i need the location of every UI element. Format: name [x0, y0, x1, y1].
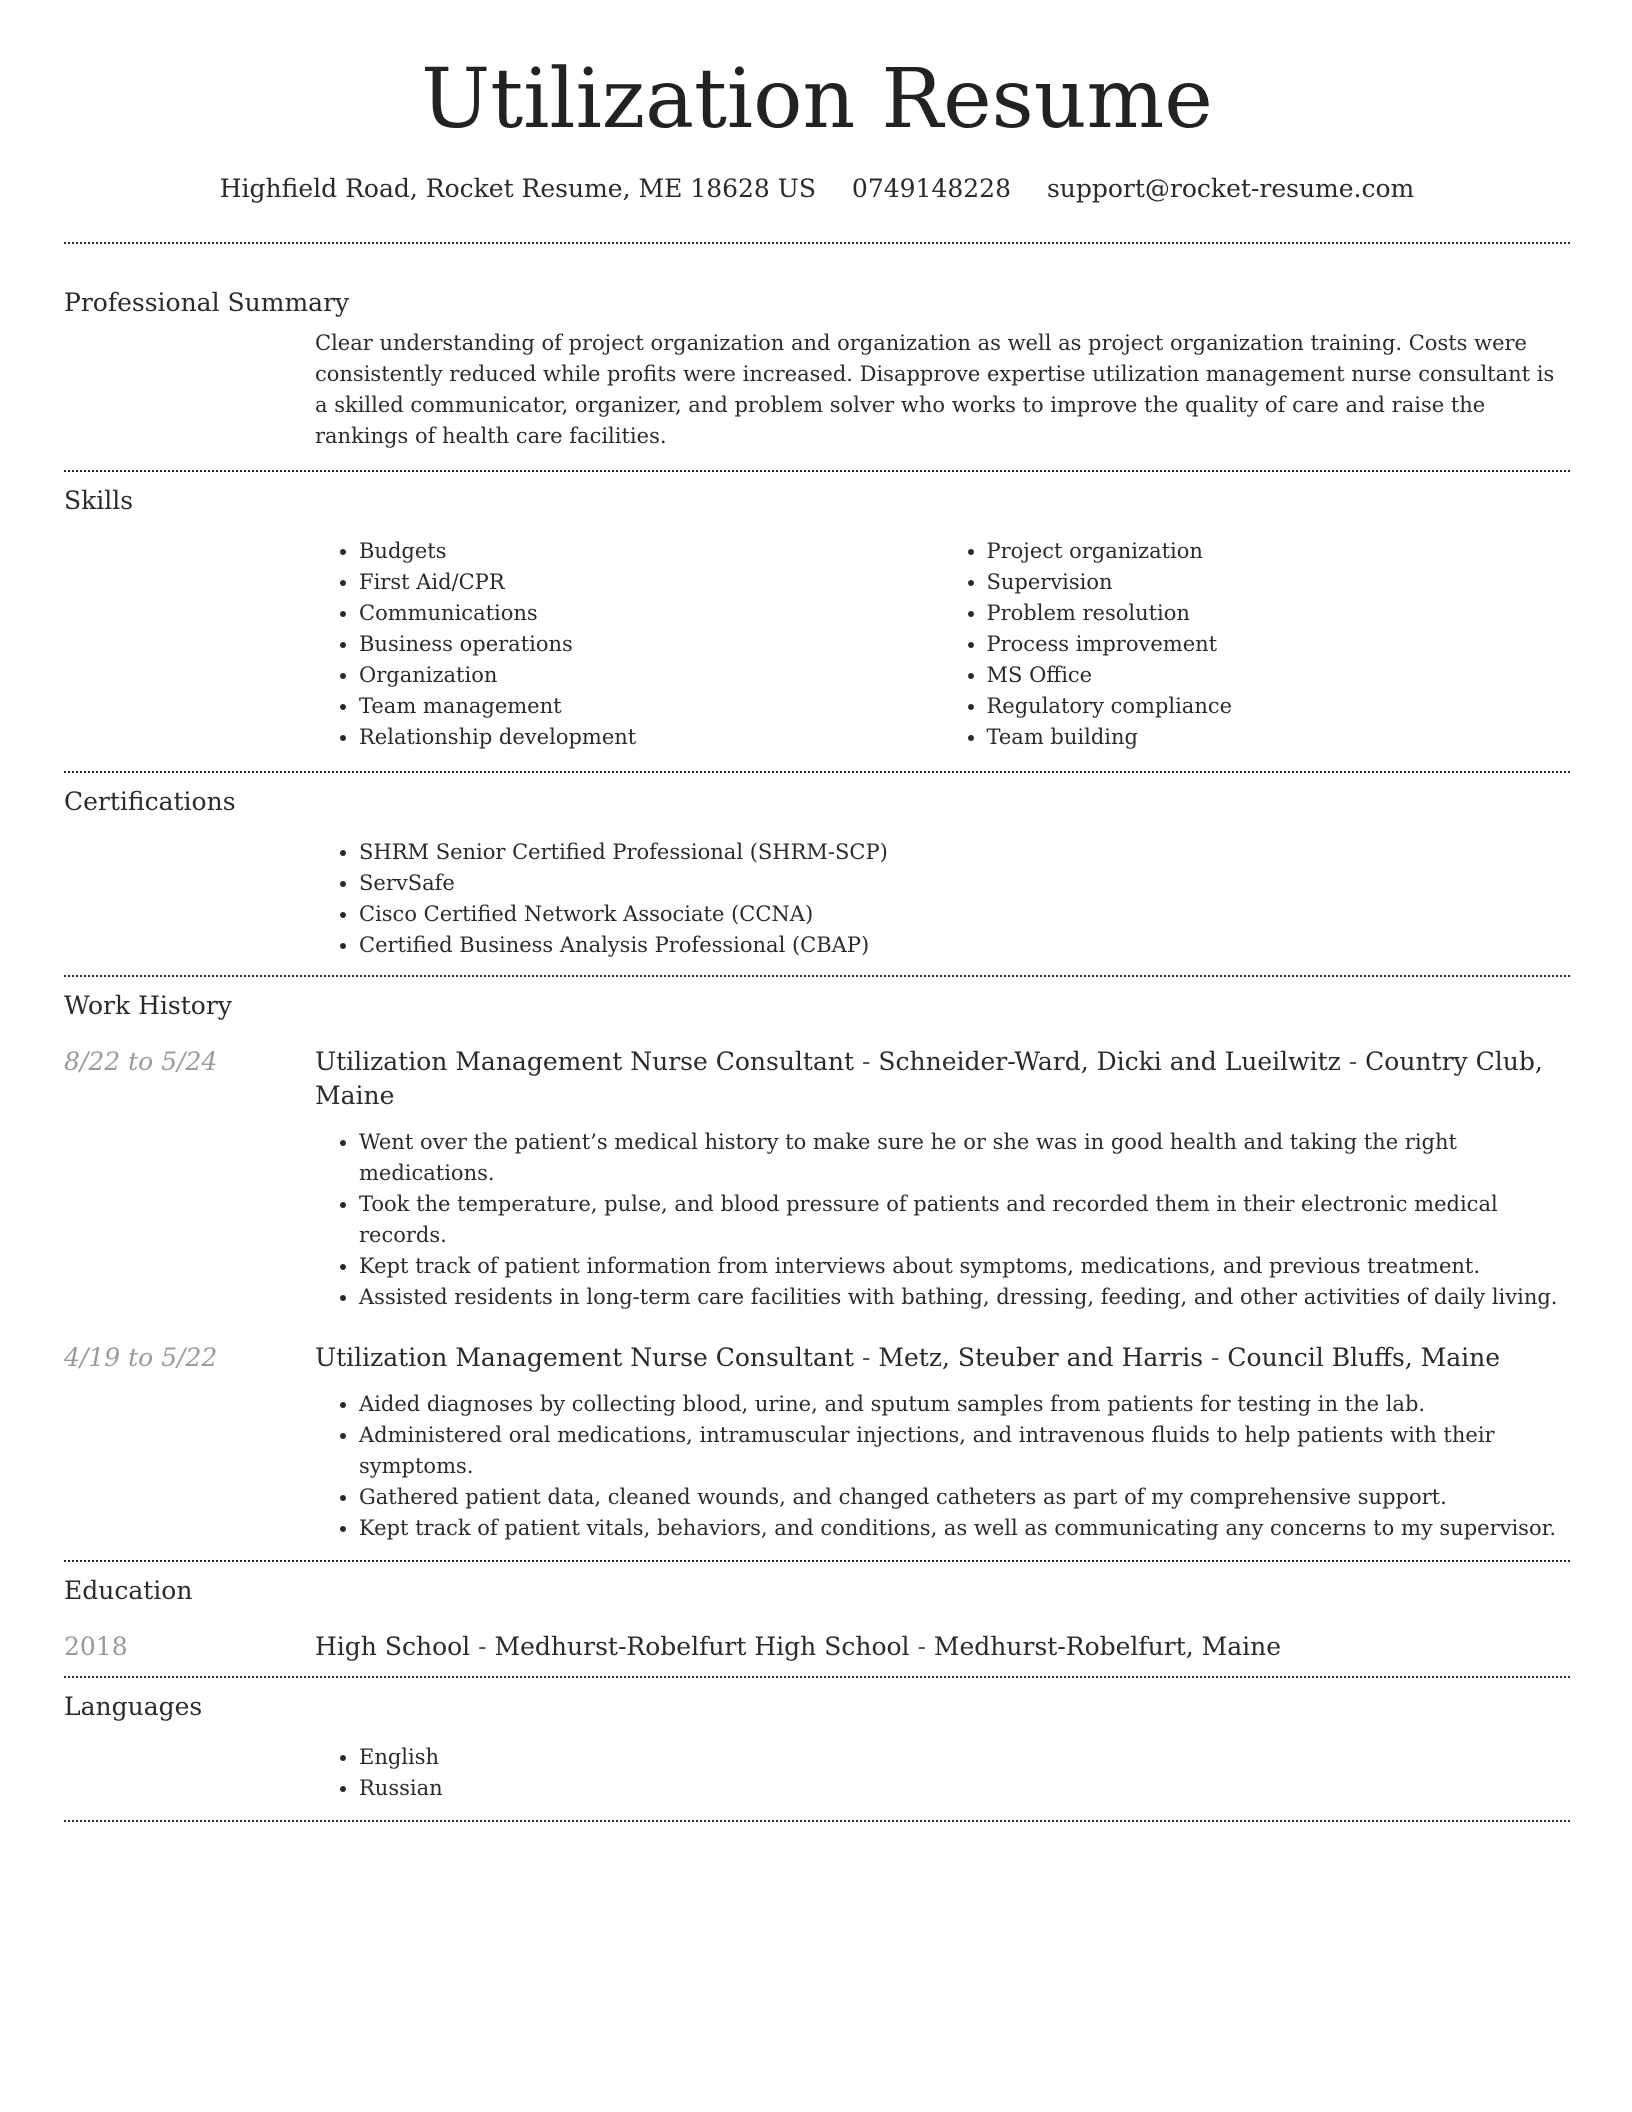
education-entry [64, 1630, 1570, 1664]
job-company: Schneider-Ward, Dicki and Lueilwitz [878, 1047, 1341, 1076]
divider [64, 1820, 1570, 1822]
work-history-heading: Work History [64, 991, 232, 1020]
education-school: Medhurst-Robelfurt High School [494, 1632, 910, 1661]
languages-section [64, 1678, 1570, 1820]
skill-item: • Process improvement [987, 629, 1571, 660]
job-entry [64, 1045, 1570, 1313]
summary-section [64, 244, 1570, 470]
job-duty: • Went over the patient’s medical history to make sure he or she was in good health and taking the right medications. [359, 1127, 1570, 1189]
contact-line [64, 172, 1570, 206]
job-company: Metz, Steuber and Harris [878, 1343, 1204, 1372]
certification-item: • SHRM Senior Certified Professional (SHRM-SCP) [359, 837, 1570, 868]
phone: 0749148228 [851, 174, 1011, 203]
summary-heading: Professional Summary [64, 288, 350, 317]
job-role: Utilization Management Nurse Consultant [315, 1047, 855, 1076]
skill-item: • Problem resolution [987, 598, 1571, 629]
separator: - [1203, 1343, 1228, 1372]
certification-item: • ServSafe [359, 868, 1570, 899]
skill-item: • Organization [359, 660, 943, 691]
skill-item: • Project organization [987, 536, 1571, 567]
job-heading [315, 1045, 1570, 1113]
job-duty: • Aided diagnoses by collecting blood, urine, and sputum samples from patients for testing in the lab. [359, 1389, 1570, 1420]
certifications-heading: Certifications [64, 787, 236, 816]
certifications-list [315, 837, 1570, 961]
work-history-section [64, 977, 1570, 1560]
separator: - [470, 1632, 495, 1661]
skill-item: • Communications [359, 598, 943, 629]
resume-title: Utilization Resume [421, 52, 1213, 147]
separator: - [854, 1343, 879, 1372]
separator: - [854, 1047, 879, 1076]
skill-item: • Regulatory compliance [987, 691, 1571, 722]
skill-item: • Budgets [359, 536, 943, 567]
skill-item: • First Aid/CPR [359, 567, 943, 598]
skills-section [64, 472, 1570, 771]
certification-item: • Cisco Certified Network Associate (CCNA) [359, 899, 1570, 930]
job-duty: • Kept track of patient information from interviews about symptoms, medications, and previous treatment. [359, 1251, 1570, 1282]
education-degree: High School [315, 1632, 471, 1661]
summary-text: Clear understanding of project organization and organization as well as project organization training. Costs were consistently reduced while profits were increased. Disapprove expertise utilization management nurse consultant is a skilled communicator, organizer, and problem solver who works to improve the quality of care and raise the rankings of health care facilities. [315, 331, 1555, 448]
skills-list-right [943, 536, 1571, 753]
certifications-section [64, 773, 1570, 975]
skill-item: • Team building [987, 722, 1571, 753]
job-duties-list [315, 1127, 1570, 1313]
job-location: Country Club, Maine [315, 1047, 1543, 1110]
email: support@rocket-resume.com [1046, 174, 1415, 203]
address: Highfield Road, Rocket Resume, ME 18628 US [219, 174, 816, 203]
education-heading: Education [64, 1576, 193, 1605]
skills-list-left [315, 536, 943, 753]
job-dates: 8/22 to 5/24 [64, 1047, 218, 1076]
skills-heading: Skills [64, 486, 134, 515]
job-duty: • Administered oral medications, intramuscular injections, and intravenous fluids to help patients with their symptoms. [359, 1420, 1570, 1482]
resume-page [64, 0, 1570, 1822]
education-heading-line [315, 1630, 1570, 1664]
job-duty: • Assisted residents in long-term care facilities with bathing, dressing, feeding, and other activities of daily living. [359, 1282, 1570, 1313]
skill-item: • Team management [359, 691, 943, 722]
job-duty: • Took the temperature, pulse, and blood pressure of patients and recorded them in their electronic medical records. [359, 1189, 1570, 1251]
certification-item: • Certified Business Analysis Professional (CBAP) [359, 930, 1570, 961]
job-heading [315, 1341, 1570, 1375]
language-item: • English [359, 1742, 1570, 1773]
language-item: • Russian [359, 1773, 1570, 1804]
education-location: Medhurst-Robelfurt, Maine [933, 1632, 1282, 1661]
job-dates: 4/19 to 5/22 [64, 1343, 218, 1372]
separator: - [1340, 1047, 1366, 1076]
skill-item: • Relationship development [359, 722, 943, 753]
skill-item: • Supervision [987, 567, 1571, 598]
job-role: Utilization Management Nurse Consultant [315, 1343, 855, 1372]
job-duty: • Kept track of patient vitals, behaviors, and conditions, as well as communicating any concerns to my supervisor. [359, 1513, 1570, 1544]
job-duty: • Gathered patient data, cleaned wounds, and changed catheters as part of my comprehensive support. [359, 1482, 1570, 1513]
job-duties-list [315, 1389, 1570, 1544]
languages-list [315, 1742, 1570, 1804]
skill-item: • Business operations [359, 629, 943, 660]
education-section [64, 1562, 1570, 1676]
languages-heading: Languages [64, 1692, 203, 1721]
job-entry [64, 1341, 1570, 1544]
job-location: Council Bluffs, Maine [1227, 1343, 1501, 1372]
education-year: 2018 [64, 1632, 128, 1661]
skill-item: • MS Office [987, 660, 1571, 691]
separator: - [909, 1632, 934, 1661]
